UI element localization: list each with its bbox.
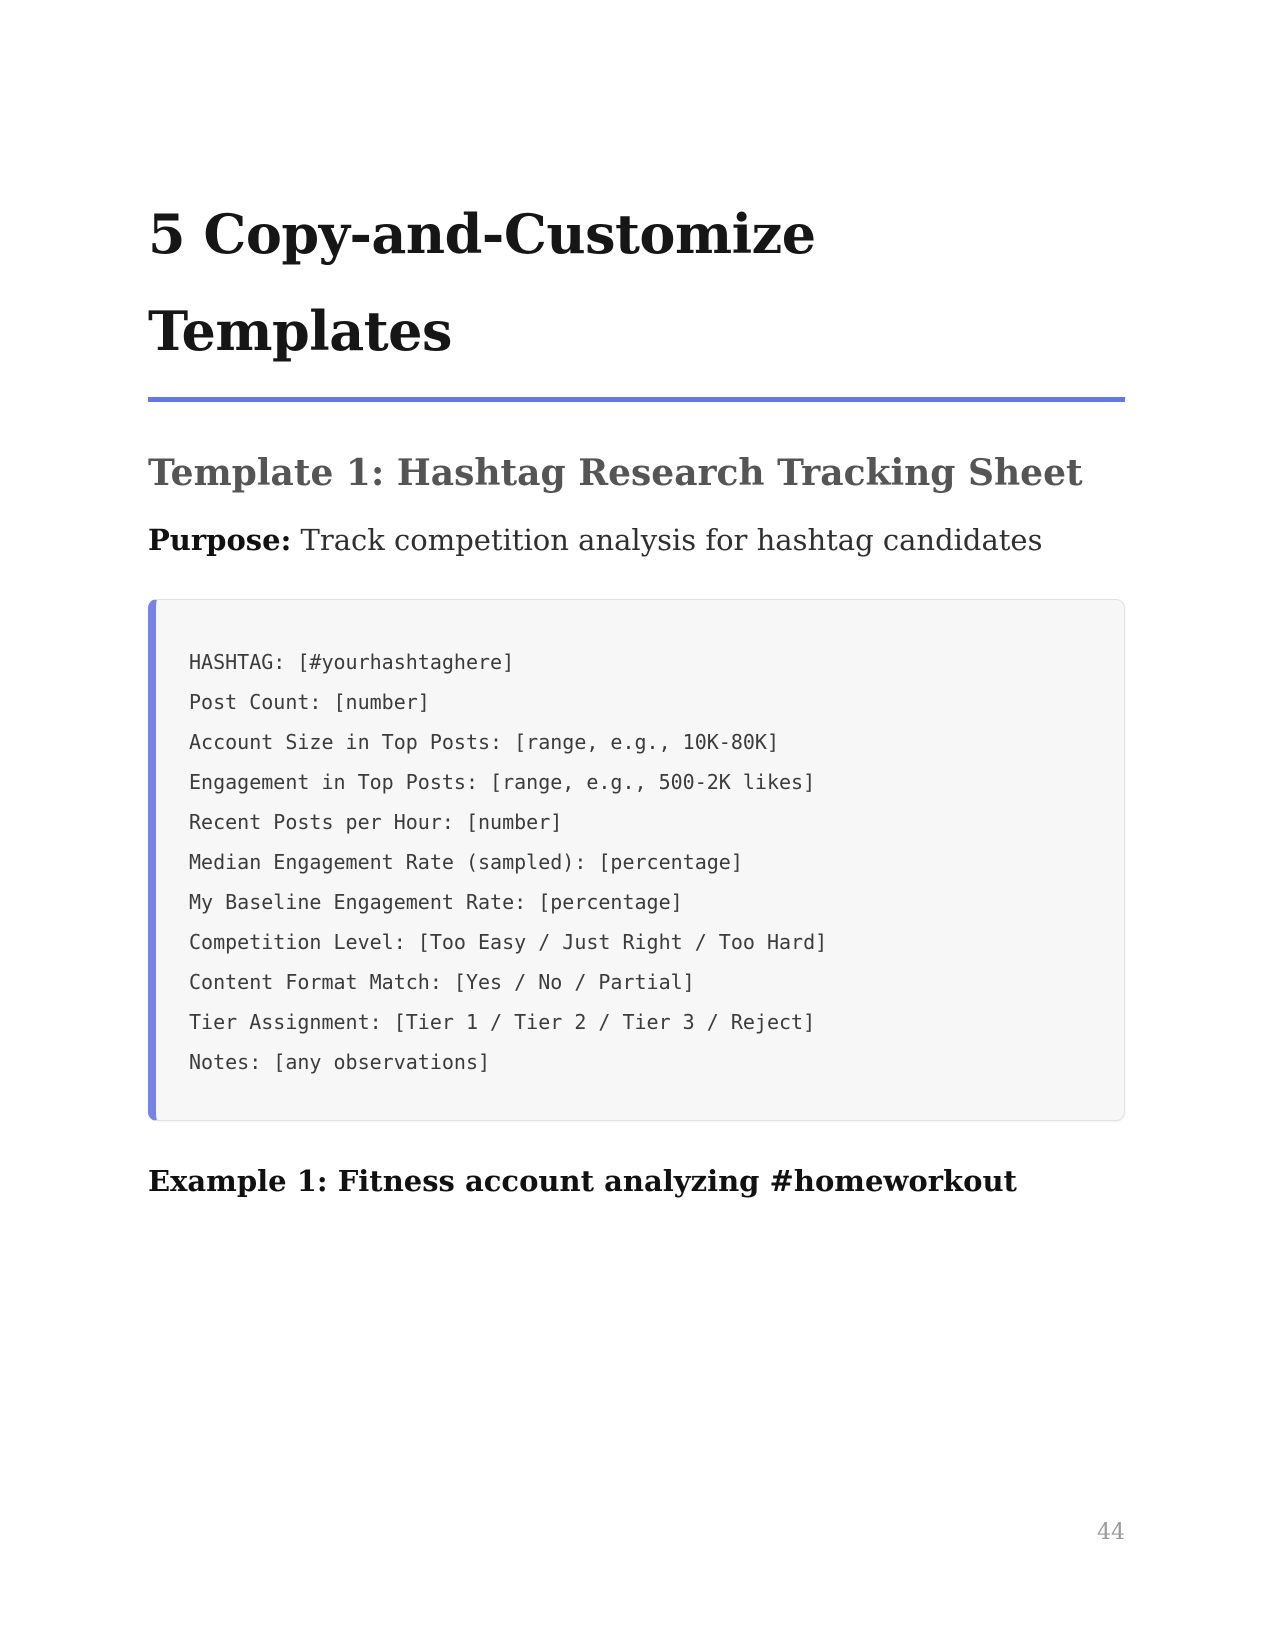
template-code-line: Engagement in Top Posts: [range, e.g., 500-2K likes]: [189, 770, 816, 794]
page-number: 44: [1097, 1520, 1125, 1545]
template-code-line: Tier Assignment: [Tier 1 / Tier 2 / Tier 3 / Reject]: [189, 1010, 816, 1034]
template-code-line: Account Size in Top Posts: [range, e.g., 10K-80K]: [189, 730, 780, 754]
template-code-line: Post Count: [number]: [189, 690, 430, 714]
purpose-label: Purpose:: [148, 523, 292, 557]
template-section-heading: Template 1: Hashtag Research Tracking Sheet: [148, 452, 1083, 494]
template-code-line: Competition Level: [Too Easy / Just Right / Too Hard]: [189, 930, 828, 954]
template-code-line: Recent Posts per Hour: [number]: [189, 810, 563, 834]
page-title: 5 Copy-and-Customize Templates: [148, 202, 816, 363]
title-divider: [148, 397, 1125, 402]
template-code-line: Notes: [any observations]: [189, 1050, 491, 1074]
template-code-line: Median Engagement Rate (sampled): [percentage]: [189, 850, 743, 874]
template-code-line: HASHTAG: [#yourhashtaghere]: [189, 650, 515, 674]
template-code-line: My Baseline Engagement Rate: [percentage]: [189, 890, 683, 914]
purpose-line: [148, 521, 1125, 560]
template-code-block: [148, 599, 1125, 1121]
purpose-text: Track competition analysis for hashtag candidates: [291, 523, 1043, 557]
example-heading: Example 1: Fitness account analyzing #homeworkout: [148, 1164, 1017, 1198]
template-code-line: Content Format Match: [Yes / No / Partial]: [189, 970, 695, 994]
page-content: [148, 0, 1125, 1201]
